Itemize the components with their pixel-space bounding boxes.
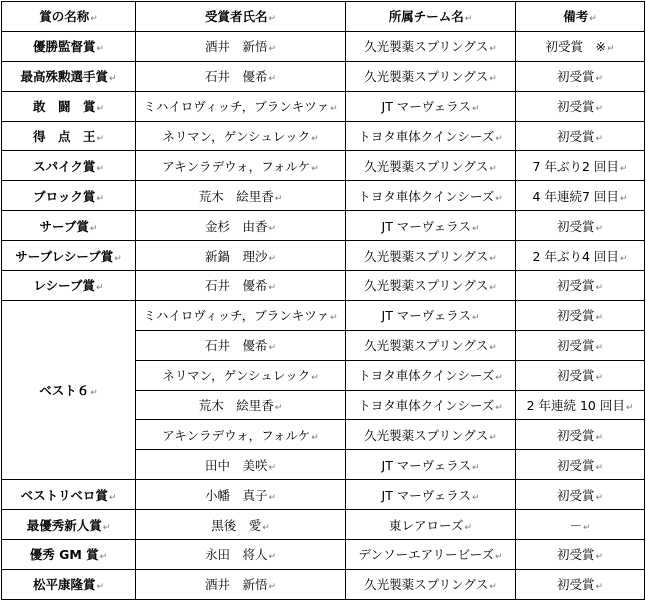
- table-row: [2, 569, 645, 599]
- team-cell: デンソーエアリービーズ↵: [346, 540, 516, 570]
- cell-end-mark-icon: ↵: [495, 403, 503, 414]
- cell-end-mark-icon: ↵: [471, 223, 480, 234]
- cell-end-mark-icon: ↵: [489, 432, 497, 443]
- cell-end-mark-icon: ↵: [96, 134, 105, 144]
- winner-cell: 荒木 絵里香↵: [136, 181, 346, 211]
- note-cell: 4 年連続7 回目↵: [516, 181, 645, 211]
- cell-end-mark-icon: ↵: [274, 193, 283, 204]
- note-cell: 初受賞↵: [516, 360, 645, 390]
- note-cell: 初受賞↵: [516, 121, 645, 151]
- table-row: [2, 181, 645, 211]
- cell-end-mark-icon: ↵: [268, 492, 277, 503]
- header-note: 備考↵: [516, 2, 645, 32]
- cell-end-mark-icon: ↵: [268, 283, 277, 294]
- team-cell: 久光製薬スプリングス↵: [346, 61, 516, 91]
- cell-end-mark-icon: ↵: [330, 104, 338, 115]
- cell-end-mark-icon: ↵: [489, 582, 497, 593]
- cell-end-mark-icon: ↵: [274, 403, 283, 414]
- cell-end-mark-icon: ↵: [495, 552, 503, 563]
- header-winner: 受賞者氏名↵: [136, 2, 346, 32]
- cell-end-mark-icon: ↵: [595, 582, 604, 593]
- award-name-cell: ブロック賞↵: [2, 181, 136, 211]
- table-row: [2, 31, 645, 61]
- team-cell: JT マーヴェラス↵: [346, 211, 516, 241]
- note-cell: 初受賞↵: [516, 540, 645, 570]
- team-cell: トヨタ車体クインシーズ↵: [346, 360, 516, 390]
- cell-end-mark-icon: ↵: [595, 223, 604, 234]
- team-cell: 久光製薬スプリングス↵: [346, 271, 516, 301]
- cell-end-mark-icon: ↵: [495, 134, 503, 144]
- cell-end-mark-icon: ↵: [268, 74, 277, 85]
- winner-cell: 黒後 愛↵: [136, 510, 346, 540]
- winner-cell: 石井 優希↵: [136, 61, 346, 91]
- award-name-cell: 得 点 王↵: [2, 121, 136, 151]
- table-row: [2, 480, 645, 510]
- winner-cell: ミハイロヴィッチ，ブランキツァ↵: [136, 91, 346, 121]
- note-cell: 初受賞↵: [516, 569, 645, 599]
- cell-end-mark-icon: ↵: [268, 14, 277, 25]
- winner-cell: アキンラデウォ，フォルケ↵: [136, 420, 346, 450]
- cell-end-mark-icon: ↵: [464, 522, 472, 533]
- team-cell: JT マーヴェラス↵: [346, 480, 516, 510]
- table-row: [2, 211, 645, 241]
- cell-end-mark-icon: ↵: [589, 14, 597, 25]
- cell-end-mark-icon: ↵: [268, 582, 277, 593]
- table-row: [2, 121, 645, 151]
- winner-cell: 酒井 新悟↵: [136, 31, 346, 61]
- cell-end-mark-icon: ↵: [619, 193, 628, 204]
- table-row: [2, 241, 645, 271]
- cell-end-mark-icon: ↵: [582, 522, 591, 533]
- team-cell: トヨタ車体クインシーズ↵: [346, 390, 516, 420]
- cell-end-mark-icon: ↵: [311, 432, 319, 443]
- cell-end-mark-icon: ↵: [595, 134, 604, 144]
- note-cell: 初受賞↵: [516, 271, 645, 301]
- cell-end-mark-icon: ↵: [90, 14, 98, 25]
- cell-end-mark-icon: ↵: [108, 492, 117, 503]
- cell-end-mark-icon: ↵: [268, 552, 277, 563]
- award-name-cell: 優勝監督賞↵: [2, 31, 136, 61]
- cell-end-mark-icon: ↵: [625, 403, 634, 414]
- cell-end-mark-icon: ↵: [96, 193, 104, 204]
- cell-end-mark-icon: ↵: [268, 343, 277, 354]
- cell-end-mark-icon: ↵: [595, 74, 604, 85]
- team-cell: トヨタ車体クインシーズ↵: [346, 121, 516, 151]
- cell-end-mark-icon: ↵: [495, 193, 503, 204]
- note-cell: 初受賞↵: [516, 480, 645, 510]
- note-cell: 初受賞 ※↵: [516, 31, 645, 61]
- award-name-cell: スパイク賞↵: [2, 151, 136, 181]
- cell-end-mark-icon: ↵: [268, 462, 277, 473]
- cell-end-mark-icon: ↵: [96, 163, 104, 174]
- cell-end-mark-icon: ↵: [471, 492, 480, 503]
- cell-end-mark-icon: ↵: [99, 552, 108, 563]
- team-cell: 久光製薬スプリングス↵: [346, 420, 516, 450]
- winner-cell: ネリマン，ゲンシュレック↵: [136, 360, 346, 390]
- note-cell: 初受賞↵: [516, 300, 645, 330]
- team-cell: 久光製薬スプリングス↵: [346, 31, 516, 61]
- note-cell: 2 年ぶり4 回目↵: [516, 241, 645, 271]
- cell-end-mark-icon: ↵: [96, 283, 104, 294]
- team-cell: 久光製薬スプリングス↵: [346, 569, 516, 599]
- cell-end-mark-icon: ↵: [595, 343, 604, 354]
- team-cell: 久光製薬スプリングス↵: [346, 241, 516, 271]
- cell-end-mark-icon: ↵: [619, 163, 628, 174]
- winner-cell: 永田 将人↵: [136, 540, 346, 570]
- winner-cell: 酒井 新悟↵: [136, 569, 346, 599]
- team-cell: 東レアローズ↵: [346, 510, 516, 540]
- cell-end-mark-icon: ↵: [114, 253, 122, 264]
- award-name-cell: 松平康隆賞↵: [2, 569, 136, 599]
- cell-end-mark-icon: ↵: [489, 283, 497, 294]
- cell-end-mark-icon: ↵: [595, 104, 604, 115]
- table-row: [2, 540, 645, 570]
- note-cell: 2 年連続 10 回目↵: [516, 390, 645, 420]
- winner-cell: 石井 優希↵: [136, 271, 346, 301]
- winner-cell: 新鍋 理沙↵: [136, 241, 346, 271]
- cell-end-mark-icon: ↵: [595, 552, 604, 563]
- header-award: 賞の名称↵: [2, 2, 136, 32]
- team-cell: JT マーヴェラス↵: [346, 300, 516, 330]
- cell-end-mark-icon: ↵: [96, 104, 105, 115]
- cell-end-mark-icon: ↵: [489, 343, 497, 354]
- table-row: [2, 271, 645, 301]
- cell-end-mark-icon: ↵: [262, 522, 270, 533]
- cell-end-mark-icon: ↵: [268, 253, 277, 264]
- award-name-cell: 最優秀新人賞↵: [2, 510, 136, 540]
- cell-end-mark-icon: ↵: [471, 313, 480, 324]
- cell-end-mark-icon: ↵: [489, 163, 497, 174]
- cell-end-mark-icon: ↵: [89, 223, 98, 234]
- award-name-cell: 優秀 GM 賞↵: [2, 540, 136, 570]
- note-cell: 初受賞↵: [516, 61, 645, 91]
- winner-cell: 田中 美咲↵: [136, 450, 346, 480]
- cell-end-mark-icon: ↵: [595, 492, 604, 503]
- winner-cell: ネリマン，ゲンシュレック↵: [136, 121, 346, 151]
- cell-end-mark-icon: ↵: [96, 44, 105, 55]
- winner-cell: アキンラデウォ，フォルケ↵: [136, 151, 346, 181]
- cell-end-mark-icon: ↵: [330, 313, 338, 324]
- cell-end-mark-icon: ↵: [311, 163, 319, 174]
- team-cell: JT マーヴェラス↵: [346, 450, 516, 480]
- cell-end-mark-icon: ↵: [311, 134, 319, 144]
- team-cell: JT マーヴェラス↵: [346, 91, 516, 121]
- cell-end-mark-icon: ↵: [464, 14, 473, 25]
- cell-end-mark-icon: ↵: [90, 388, 98, 399]
- team-cell: 久光製薬スプリングス↵: [346, 330, 516, 360]
- cell-end-mark-icon: ↵: [96, 582, 105, 593]
- cell-end-mark-icon: ↵: [595, 432, 604, 443]
- header-row: [2, 2, 645, 32]
- cell-end-mark-icon: ↵: [489, 44, 497, 55]
- cell-end-mark-icon: ↵: [595, 283, 604, 294]
- team-cell: 久光製薬スプリングス↵: [346, 151, 516, 181]
- table-row: [2, 151, 645, 181]
- cell-end-mark-icon: ↵: [489, 74, 497, 85]
- cell-end-mark-icon: ↵: [471, 104, 480, 115]
- best6-award-cell: ベスト６↵: [2, 300, 136, 479]
- award-name-cell: 敢 闘 賞↵: [2, 91, 136, 121]
- note-cell: 7 年ぶり2 回目↵: [516, 151, 645, 181]
- cell-end-mark-icon: ↵: [311, 373, 319, 384]
- winner-cell: 石井 優希↵: [136, 330, 346, 360]
- winner-cell: 金杉 由香↵: [136, 211, 346, 241]
- note-cell: 初受賞↵: [516, 420, 645, 450]
- award-name-cell: サーブレシーブ賞↵: [2, 241, 136, 271]
- award-name-cell: レシーブ賞↵: [2, 271, 136, 301]
- header-team: 所属チーム名↵: [346, 2, 516, 32]
- table-row: [2, 91, 645, 121]
- cell-end-mark-icon: ↵: [471, 462, 480, 473]
- note-cell: 初受賞↵: [516, 91, 645, 121]
- cell-end-mark-icon: ↵: [495, 373, 503, 384]
- cell-end-mark-icon: ↵: [268, 44, 277, 55]
- winner-cell: 荒木 絵里香↵: [136, 390, 346, 420]
- note-cell: 初受賞↵: [516, 330, 645, 360]
- awards-table: [1, 1, 645, 600]
- award-name-cell: サーブ賞↵: [2, 211, 136, 241]
- award-name-cell: ベストリベロ賞↵: [2, 480, 136, 510]
- note-cell: －↵: [516, 510, 645, 540]
- team-cell: トヨタ車体クインシーズ↵: [346, 181, 516, 211]
- table-row: [2, 61, 645, 91]
- table-row: [2, 510, 645, 540]
- cell-end-mark-icon: ↵: [606, 44, 615, 55]
- best6-row: [2, 300, 645, 330]
- cell-end-mark-icon: ↵: [595, 313, 604, 324]
- cell-end-mark-icon: ↵: [108, 74, 117, 85]
- cell-end-mark-icon: ↵: [595, 462, 604, 473]
- cell-end-mark-icon: ↵: [268, 223, 277, 234]
- award-name-cell: 最高殊勲選手賞↵: [2, 61, 136, 91]
- winner-cell: 小幡 真子↵: [136, 480, 346, 510]
- note-cell: 初受賞↵: [516, 211, 645, 241]
- cell-end-mark-icon: ↵: [489, 253, 497, 264]
- cell-end-mark-icon: ↵: [619, 253, 628, 264]
- cell-end-mark-icon: ↵: [102, 522, 111, 533]
- winner-cell: ミハイロヴィッチ，ブランキツァ↵: [136, 300, 346, 330]
- cell-end-mark-icon: ↵: [595, 373, 604, 384]
- note-cell: 初受賞↵: [516, 450, 645, 480]
